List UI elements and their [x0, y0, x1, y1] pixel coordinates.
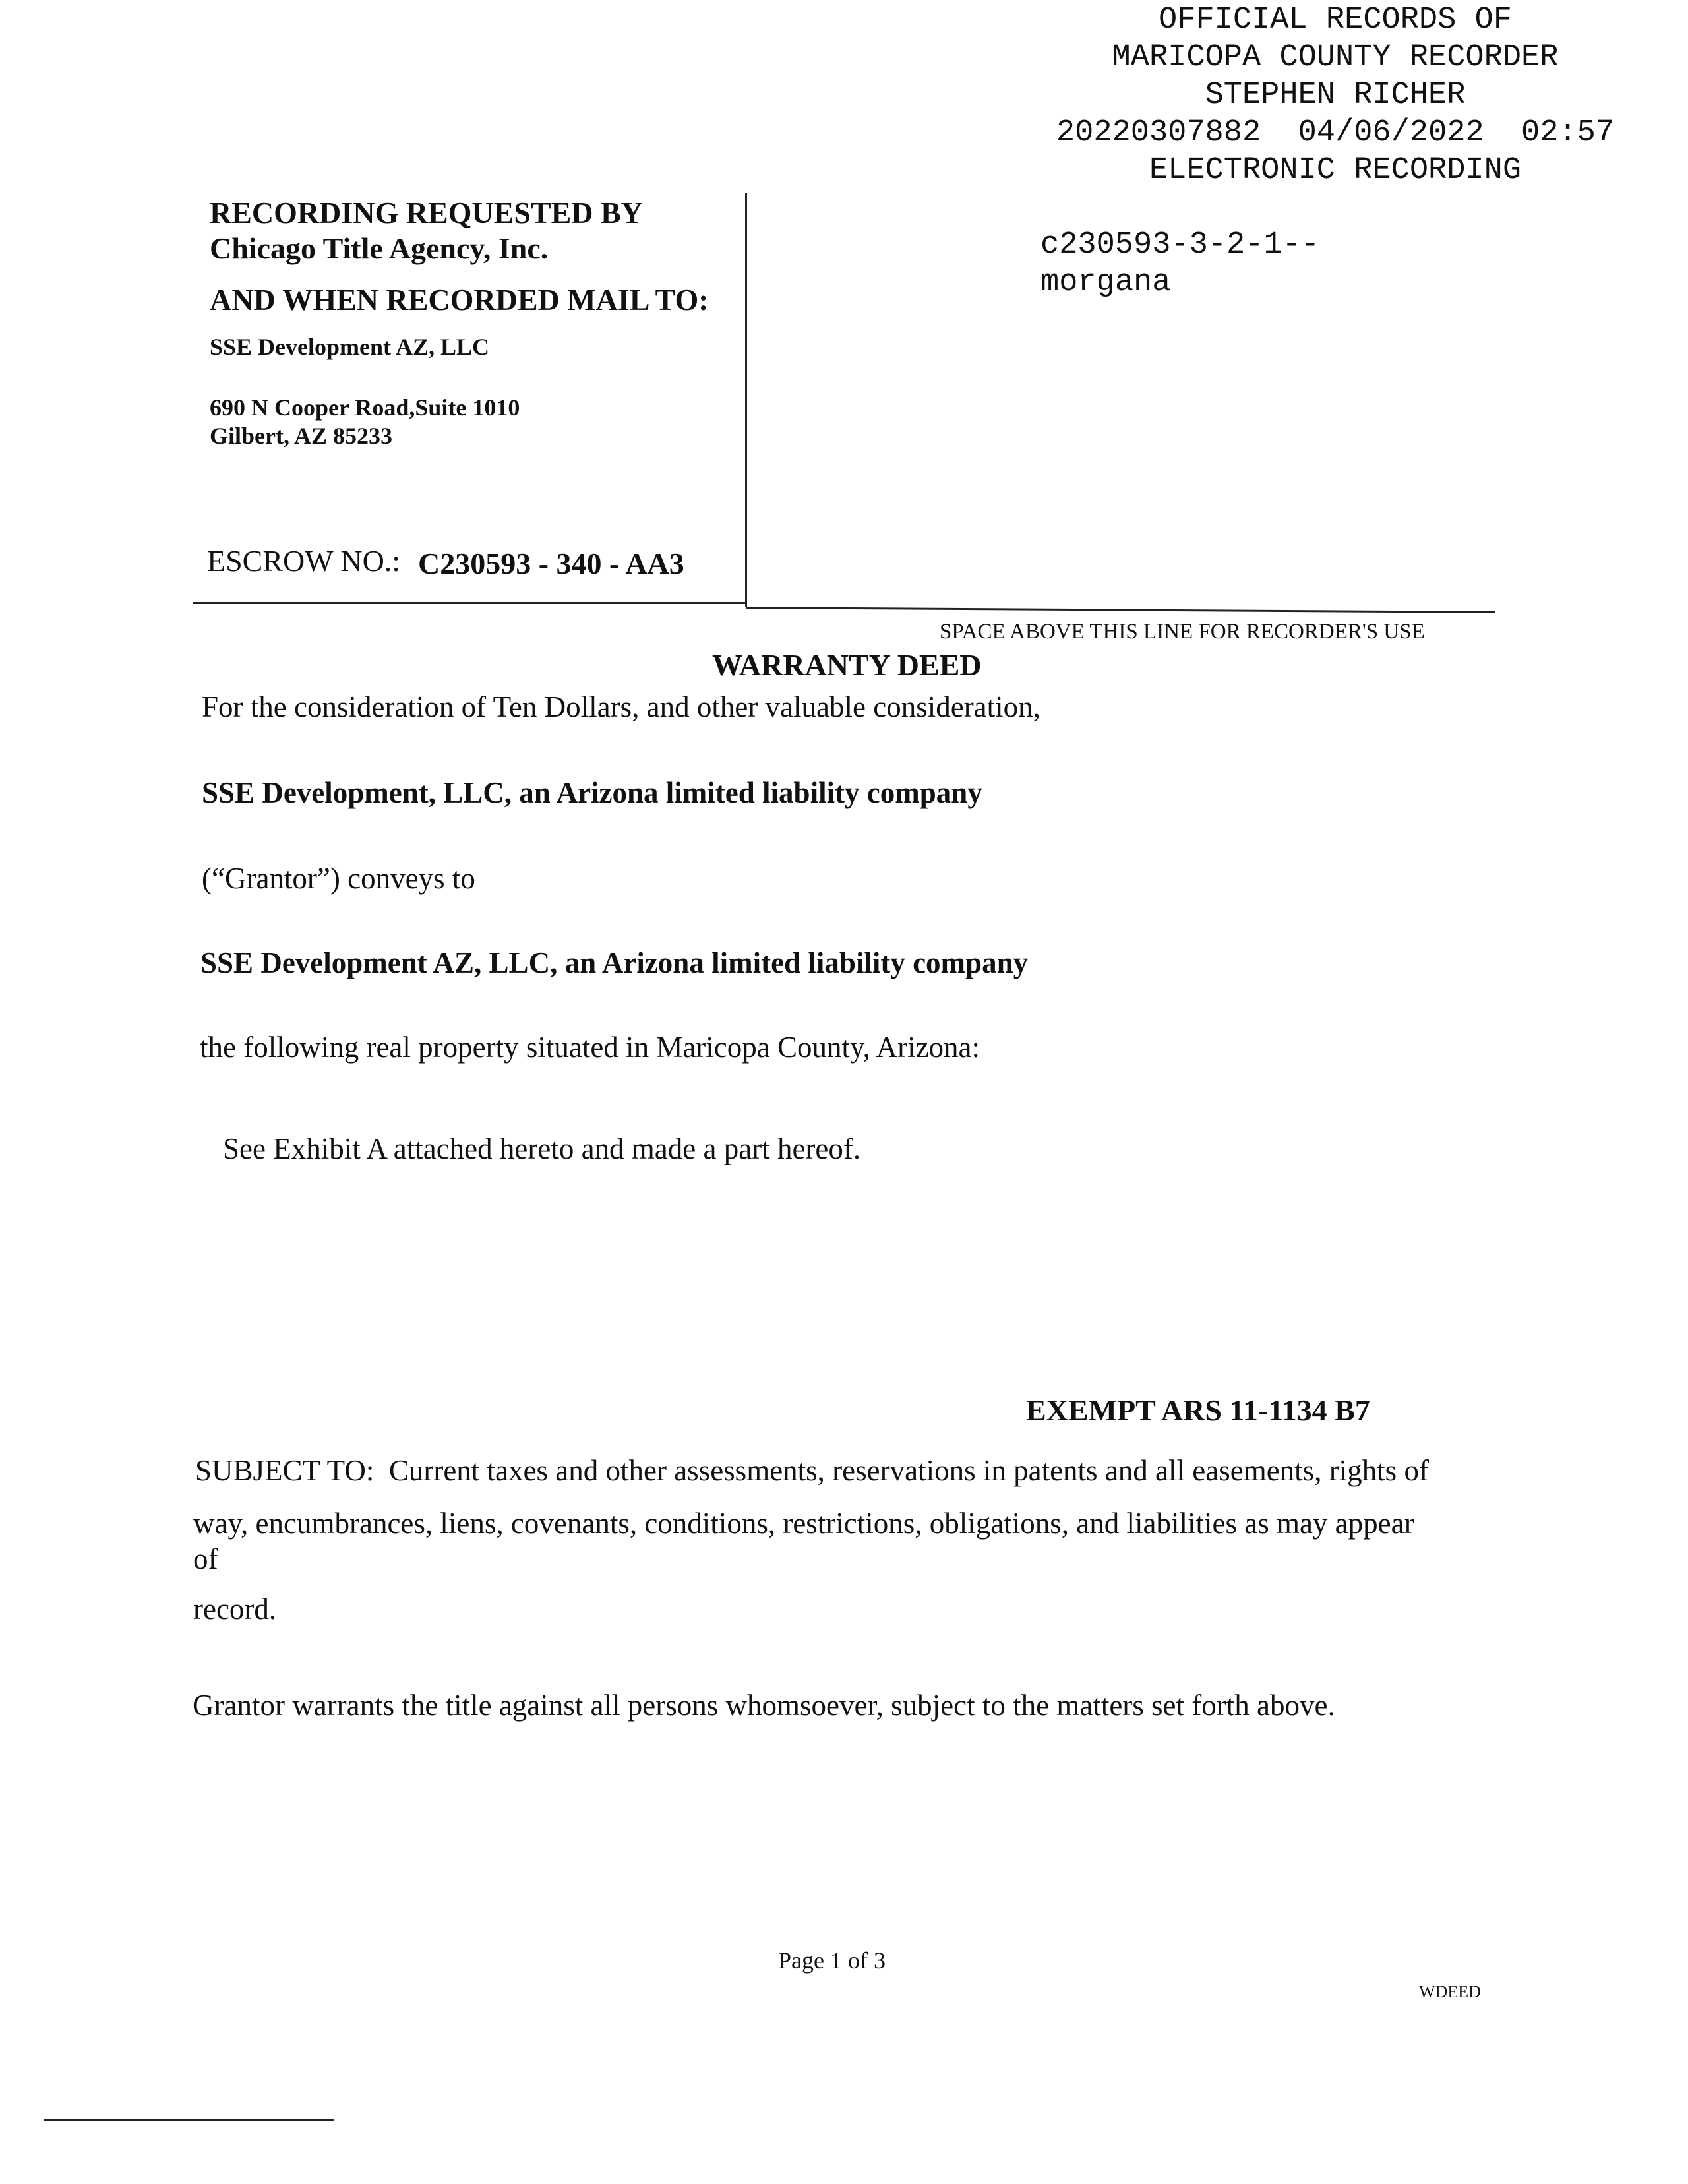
requested-by-label: RECORDING REQUESTED BY	[210, 196, 643, 229]
recording-ref-user: morgana	[1040, 265, 1171, 300]
escrow-label: ESCROW NO.:	[207, 544, 401, 578]
deed-title: WARRANTY DEED	[712, 648, 982, 682]
mail-to-name: SSE Development AZ, LLC	[210, 334, 490, 360]
form-code: WDEED	[1419, 1982, 1481, 2001]
warranty-clause: Grantor warrants the title against all persons whomsoever, subject to the matters set forth above.	[193, 1689, 1335, 1722]
stamp-line-electronic-recording: ELECTRONIC RECORDING	[1149, 153, 1522, 188]
requested-by-name: Chicago Title Agency, Inc.	[210, 231, 549, 265]
stamp-line-recorder-name: STEPHEN RICHER	[1205, 78, 1466, 113]
subject-to-line-2: way, encumbrances, liens, covenants, conditions, restrictions, obligations, and liabilities as may appear	[193, 1507, 1414, 1540]
stamp-line-county-recorder: MARICOPA COUNTY RECORDER	[1112, 40, 1559, 75]
footer-rule	[44, 2119, 334, 2121]
grantee-name: SSE Development AZ, LLC, an Arizona limited liability company	[200, 946, 1029, 979]
exempt-statute: EXEMPT ARS 11-1134 B7	[1026, 1393, 1370, 1427]
subject-to-line-1: SUBJECT TO: Current taxes and other assessments, reservations in patents and all easements, rights of	[195, 1454, 1429, 1487]
exhibit-reference: See Exhibit A attached hereto and made a part hereof.	[223, 1132, 861, 1165]
stamp-line-document-number-date: 20220307882 04/06/2022 02:57	[1056, 115, 1615, 150]
recorder-line-right	[746, 607, 1495, 613]
recorder-line-left	[193, 602, 746, 604]
mail-to-label: AND WHEN RECORDED MAIL TO:	[210, 283, 709, 317]
recorder-space-note: SPACE ABOVE THIS LINE FOR RECORDER'S USE	[940, 620, 1425, 644]
grantor-name: SSE Development, LLC, an Arizona limited liability company	[202, 776, 982, 809]
subject-to-line-3: of	[193, 1542, 218, 1575]
subject-to-line-4: record.	[193, 1592, 277, 1625]
stamp-line-official-records: OFFICIAL RECORDS OF	[1159, 3, 1512, 38]
address-line-1: 690 N Cooper Road,Suite 1010	[210, 394, 520, 421]
escrow-number: C230593 - 340 - AA3	[418, 547, 684, 580]
recording-ref-code: c230593-3-2-1--	[1040, 228, 1320, 262]
box-divider-vertical	[745, 193, 747, 607]
address-line-2: Gilbert, AZ 85233	[210, 423, 392, 449]
property-intro: the following real property situated in Maricopa County, Arizona:	[200, 1031, 980, 1064]
conveys-text: (“Grantor”) conveys to	[202, 862, 475, 895]
page-number: Page 1 of 3	[778, 1947, 886, 1974]
consideration-text: For the consideration of Ten Dollars, and other valuable consideration,	[202, 690, 1040, 723]
recorder-stamp	[1002, 1, 1668, 189]
